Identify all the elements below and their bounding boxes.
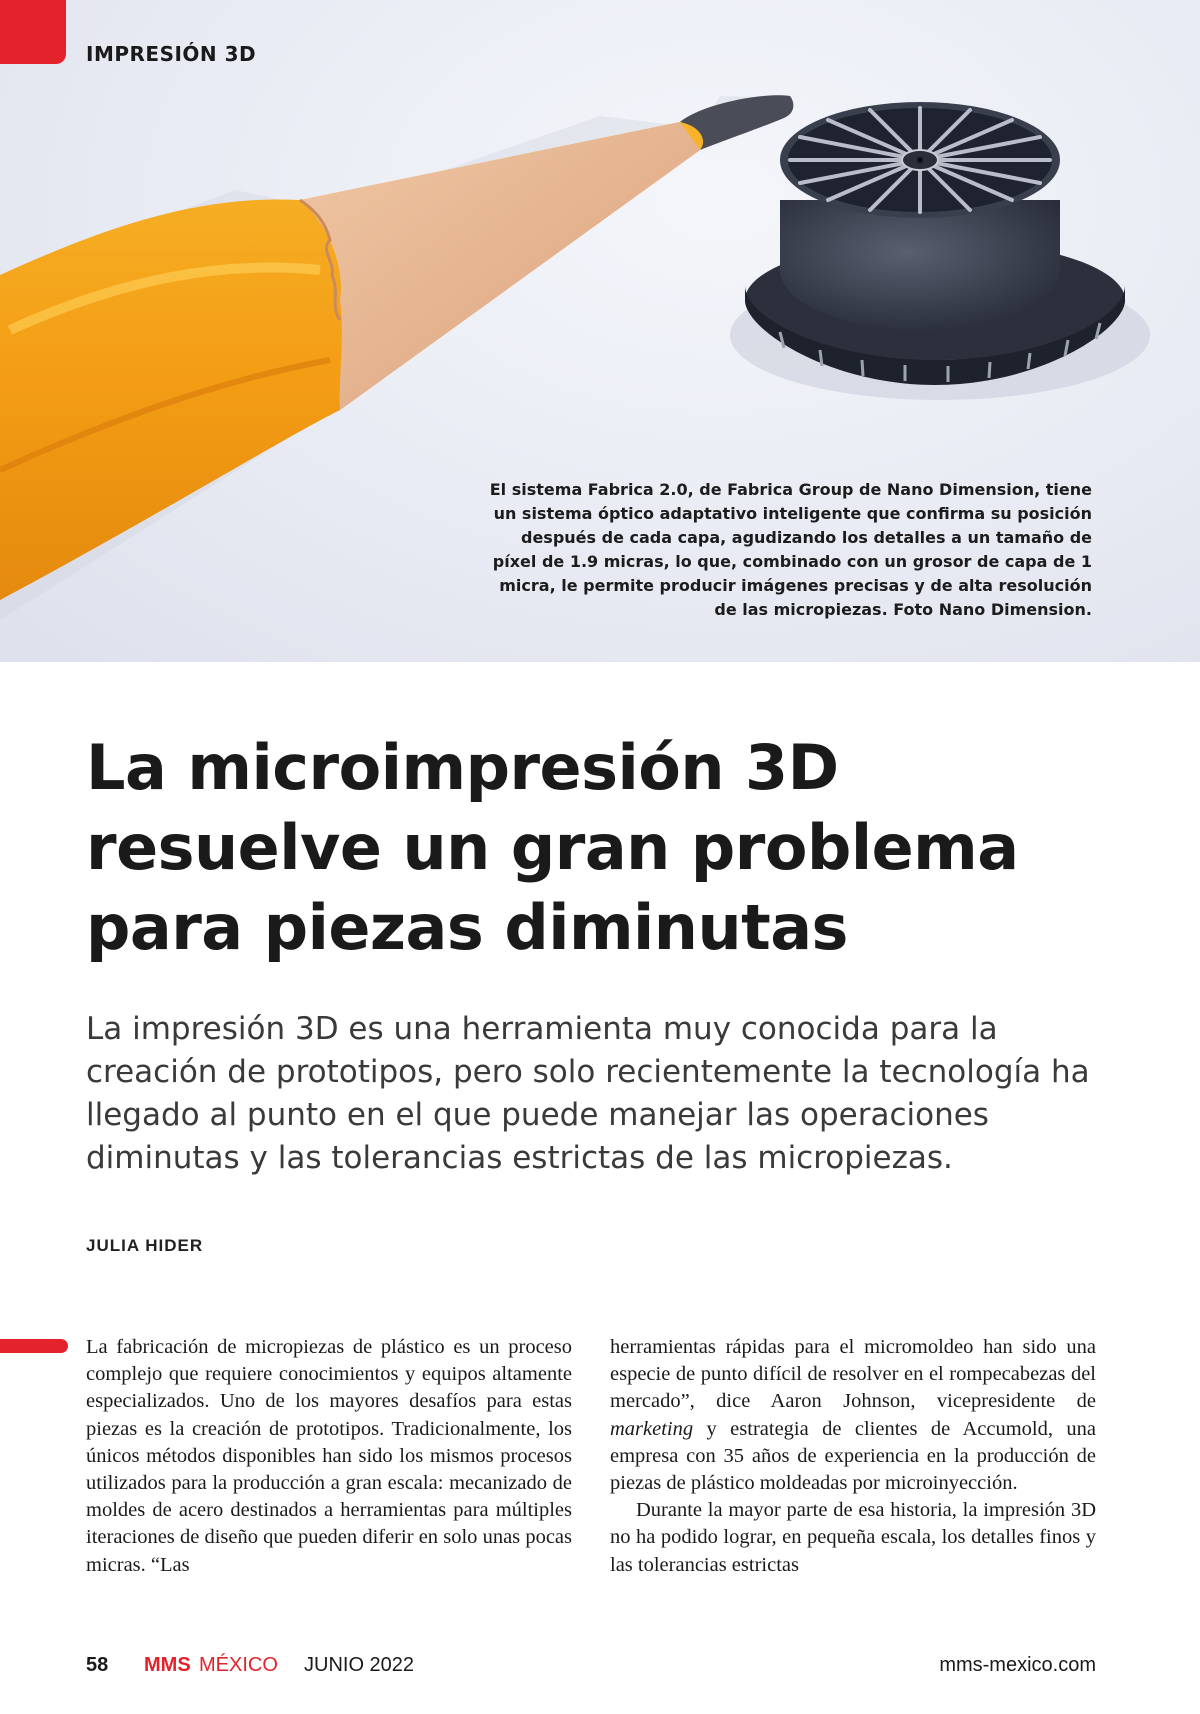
body-paragraph	[610, 1334, 1096, 1497]
page-footer	[86, 1654, 1096, 1680]
hero-photo	[0, 0, 1200, 662]
article-deck: La impresión 3D es una herramienta muy conocida para la creación de prototipos, pero solo recientemente la tecnología ha llegado al punto en el que puede manejar las operaciones diminutas y las tolerancias estrictas de las micropiezas.	[86, 1011, 1090, 1176]
photo-caption: El sistema Fabrica 2.0, de Fabrica Group de Nano Dimension, tiene un sistema óptico adaptativo inteligente que confirma su posición después de cada capa, agudizando los detalles a un tamaño de píxel de 1.9 micras, lo que, combinado con un grosor de capa de 1 micra, le permite producir imágenes precisas y de alta resolución de las micropiezas. Foto Nano Dimension.	[489, 480, 1092, 619]
website-url: mms-mexico.com	[939, 1654, 1096, 1676]
body-text-italic: marketing	[610, 1417, 694, 1440]
section-color-tab	[0, 0, 66, 64]
body-column-left	[86, 1334, 572, 1579]
body-start-marker	[0, 1339, 68, 1353]
magazine-brand-mms: MMS	[144, 1654, 191, 1676]
section-label: IMPRESIÓN 3D	[86, 42, 257, 66]
body-paragraph: Durante la mayor parte de esa historia, la impresión 3D no ha podido lograr, en pequeña escala, los detalles finos y las tolerancias estrictas	[610, 1499, 1096, 1576]
issue-date: JUNIO 2022	[304, 1654, 415, 1676]
magazine-brand-mexico: MÉXICO	[199, 1654, 278, 1676]
article-byline: JULIA HIDER	[86, 1236, 204, 1255]
body-text: y estrategia de clientes de Accumold, una empresa con 35 años de experiencia en la producción de piezas de plástico moldeadas por microinyección.	[610, 1417, 1096, 1495]
body-text: herramientas rápidas para el micromoldeo han sido una especie de punto difícil de resolver en el rompecabezas del mercado”, dice Aaron Johnson, vicepresidente de	[610, 1336, 1096, 1413]
page-number: 58	[86, 1654, 109, 1676]
body-column-right	[610, 1334, 1096, 1579]
body-paragraph: La fabricación de micropiezas de plástico es un proceso complejo que requiere conocimientos y equipos altamente especializados. Uno de los mayores desafíos para estas piezas es la creación de prototipos. Tradicionalmente, los únicos métodos disponibles han sido los mismos procesos utilizados para la producción a gran escala: mecanizado de moldes de acero destinados a herramientas para múltiples iteraciones de diseño que pueden diferir en solo unas pocas micras. “Las	[86, 1336, 572, 1576]
article-headline: La microimpresión 3D resuelve un gran problema para piezas diminutas	[86, 731, 1019, 964]
microturbine-part	[745, 102, 1125, 385]
